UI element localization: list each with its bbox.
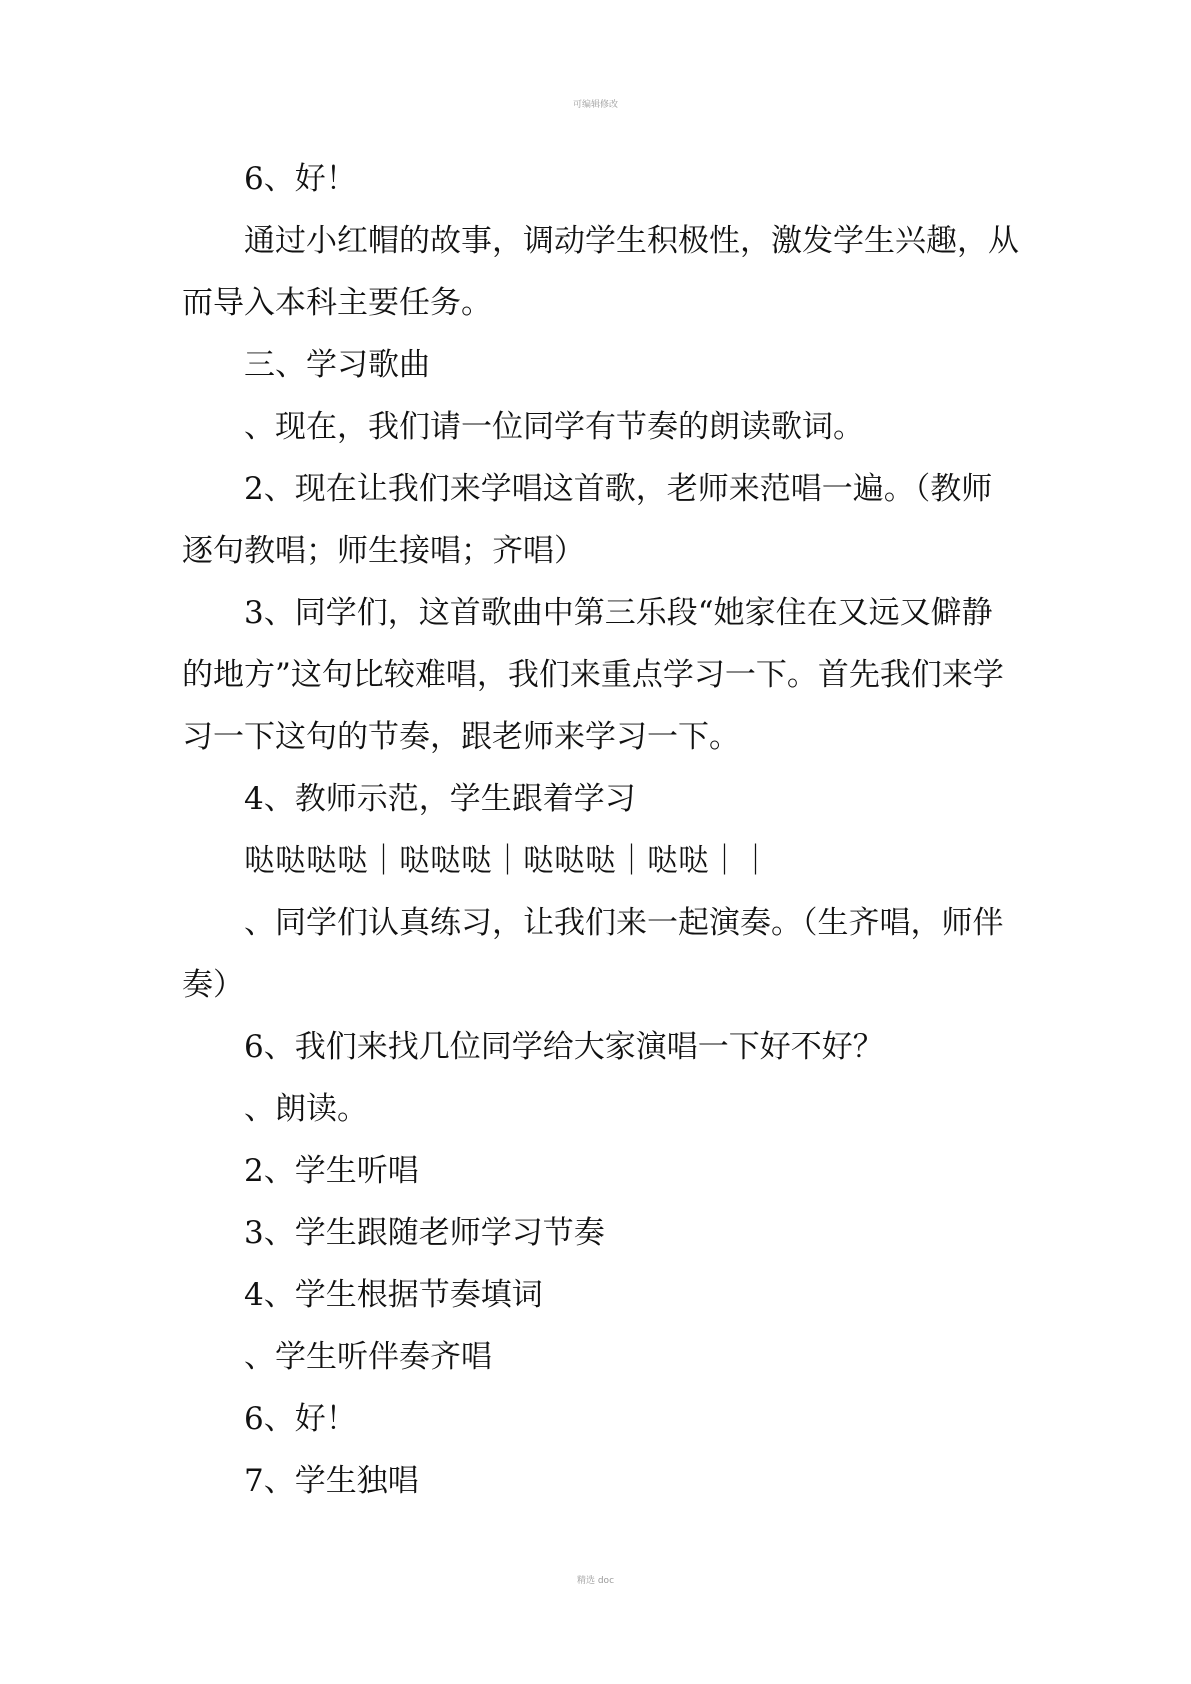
paragraph-17: 7、学生独唱 — [244, 1463, 419, 1499]
paragraph-5: 2、现在让我们来学唱这首歌，老师来范唱一遍。（教师逐句教唱；师生接唱；齐唱） — [182, 471, 993, 569]
paragraph-9: 、同学们认真练习，让我们来一起演奏。（生齐唱，师伴奏） — [182, 905, 1004, 1003]
paragraph-15: 、学生听伴奏齐唱 — [244, 1339, 492, 1375]
paragraph-10: 6、我们来找几位同学给大家演唱一下好不好？ — [244, 1029, 884, 1065]
paragraph-16: 6、好！ — [244, 1401, 357, 1437]
page-footer: 精选 doc — [576, 1576, 615, 1586]
paragraph-1: 6、好！ — [244, 161, 357, 197]
paragraph-6: 3、同学们，这首歌曲中第三乐段“她家住在又远又僻静的地方”这句比较难唱，我们来重点学习一下。首先我们来学习一下这句的节奏，跟老师来学习一下。 — [182, 595, 1004, 755]
paragraph-2: 通过小红帽的故事，调动学生积极性，激发学生兴趣，从而导入本科主要任务。 — [182, 223, 1019, 321]
paragraph-7: 4、教师示范，学生跟着学习 — [244, 781, 636, 817]
paragraph-11: 、朗读。 — [244, 1091, 368, 1127]
rhythm-line: 哒哒哒哒｜哒哒哒｜哒哒哒｜哒哒｜｜ — [244, 843, 771, 879]
document-body — [182, 148, 1020, 1512]
paragraph-3: 三、学习歌曲 — [244, 347, 430, 383]
paragraph-12: 2、学生听唱 — [244, 1153, 419, 1189]
paragraph-14: 4、学生根据节奏填词 — [244, 1277, 543, 1313]
page-header: 可编辑修改 — [572, 100, 618, 110]
paragraph-4: 、现在，我们请一位同学有节奏的朗读歌词。 — [244, 409, 864, 445]
paragraph-13: 3、学生跟随老师学习节奏 — [244, 1215, 605, 1251]
